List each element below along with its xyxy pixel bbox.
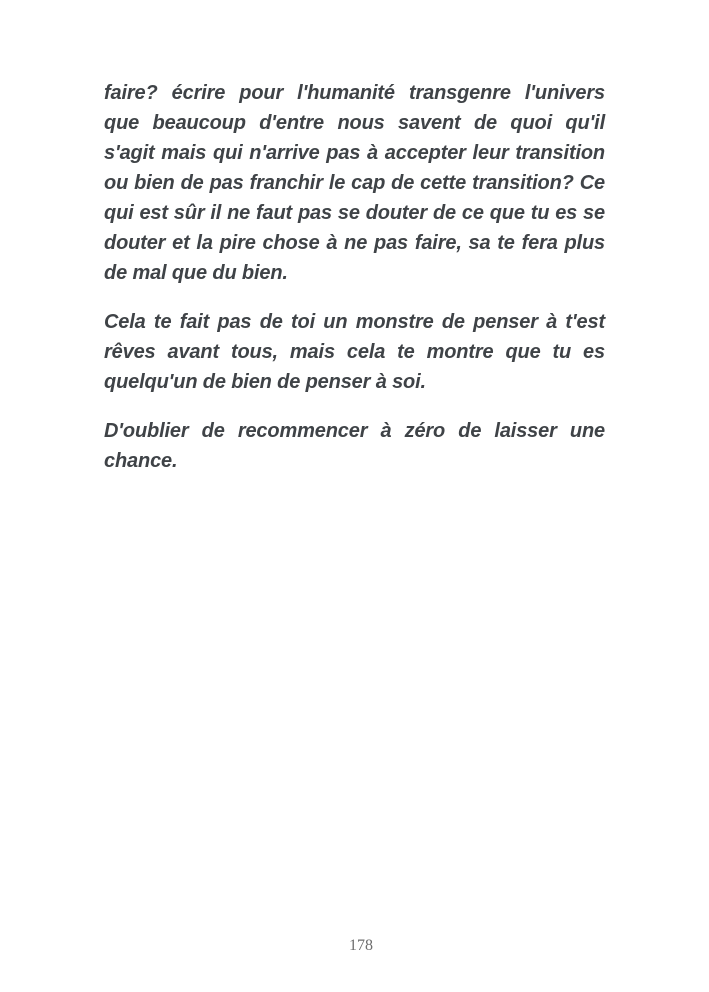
text-line: D'oublier de recommencer à zéro de laisser une <box>104 420 605 442</box>
text-line: s'agit mais qui n'arrive pas à accepter leur transition <box>104 142 605 164</box>
paragraph <box>104 307 605 397</box>
text-line: qui est sûr il ne faut pas se douter de ce que tu es se <box>104 202 605 224</box>
page-number: 178 <box>349 937 373 954</box>
text-line: de mal que du bien. <box>104 262 288 284</box>
text-line: faire? écrire pour l'humanité transgenre l'univers <box>104 82 605 104</box>
text-line: douter et la pire chose à ne pas faire, sa te fera plus <box>104 232 605 254</box>
text-line: rêves avant tous, mais cela te montre que tu es <box>104 341 605 363</box>
text-line: que beaucoup d'entre nous savent de quoi qu'il <box>104 112 605 134</box>
text-line: ou bien de pas franchir le cap de cette transition? Ce <box>104 172 605 194</box>
paragraph <box>104 78 605 288</box>
text-line: chance. <box>104 450 178 472</box>
text-block <box>104 78 605 495</box>
text-line: Cela te fait pas de toi un monstre de penser à t'est <box>104 311 605 333</box>
paragraph <box>104 416 605 476</box>
text-line: quelqu'un de bien de penser à soi. <box>104 371 426 393</box>
